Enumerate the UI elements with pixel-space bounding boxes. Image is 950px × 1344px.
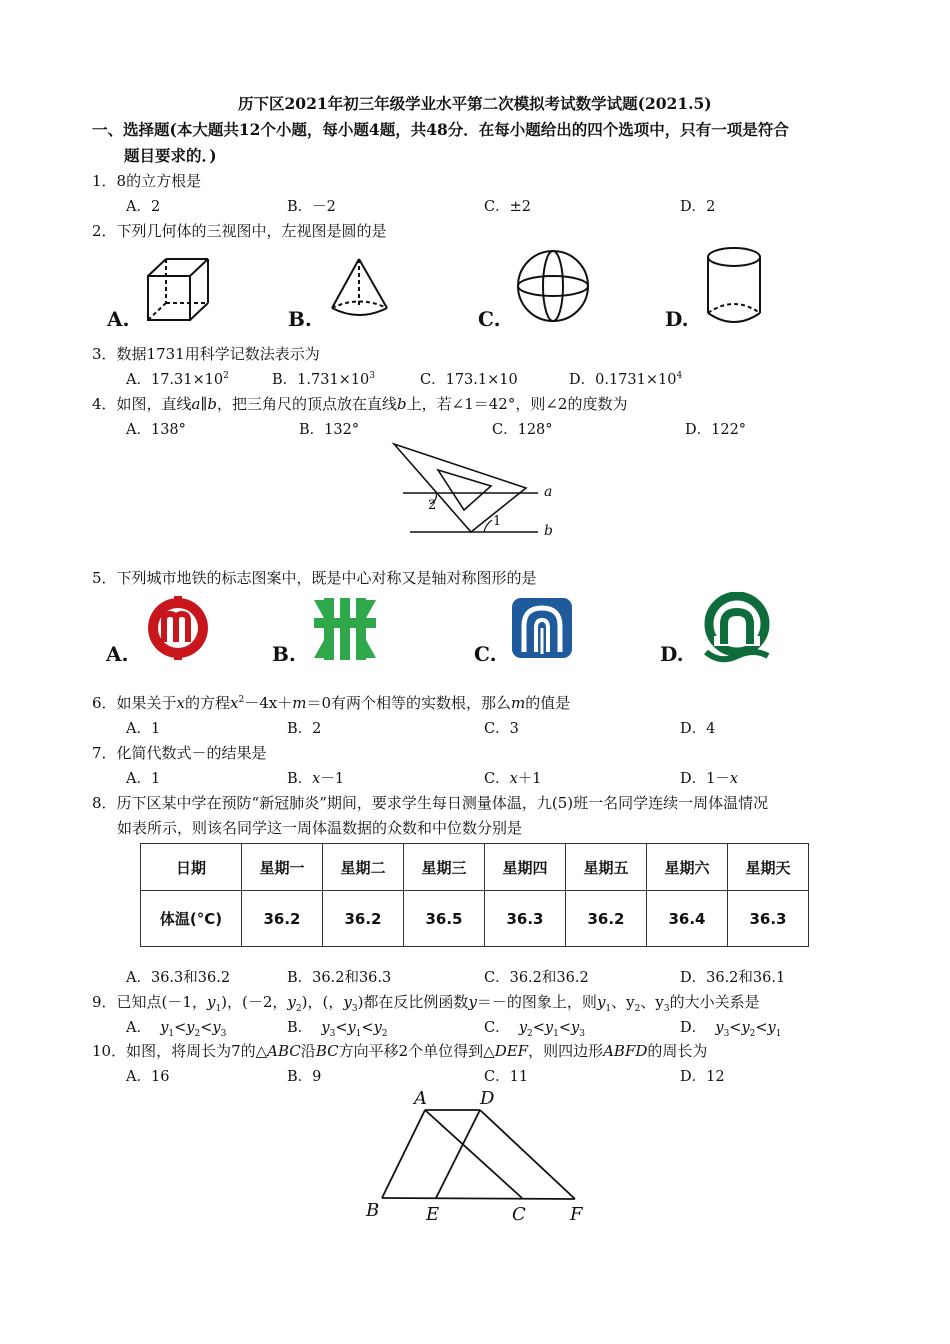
angle-1-label: 1 (493, 514, 502, 529)
cone-figure (332, 259, 387, 315)
table-header-date: 日期 (141, 844, 242, 891)
angle-2-label: 2 (428, 498, 437, 513)
question-9-stem: 9．已知点(－1，$y_1$)，(－2，$y_2$)，(，$y_3$)都在反比例函数y＝－的图象上，则$y_1$、$y_2$、$y_3$的大小关系是 (92, 993, 760, 1014)
q8-option-c: C．36.2和36.2 (484, 970, 589, 986)
question-1-stem: 1．8的立方根是 (92, 172, 202, 190)
page-title: 历下区2021年初三年级学业水平第二次模拟考试数学试题(2021.5) (238, 94, 712, 113)
question-8-line1: 8．历下区某中学在预防“新冠肺炎”期间，要求学生每日测量体温，九(5)班一名同学连续一周体温情况 (92, 794, 769, 812)
q10-option-d: D．12 (680, 1069, 725, 1085)
table-header-thu: 星期四 (485, 844, 566, 891)
question-7-stem: 7．化简代数式－的结果是 (92, 744, 267, 762)
cylinder-figure (708, 248, 760, 322)
point-c-label: C (512, 1204, 526, 1225)
q3-option-a: A．$17.31\times 10^2$ (126, 371, 229, 388)
table-header-fri: 星期五 (566, 844, 647, 891)
section-heading-line2: 题目要求的．) (124, 146, 217, 165)
q5-label-d: D. (660, 642, 684, 666)
sphere-figure (518, 251, 588, 321)
table-header-tue: 星期二 (323, 844, 404, 891)
table-cell: 36.2 (566, 891, 647, 947)
question-6-stem: 6．如果关于x的方程$x^2-4x+m=0$有两个相等的实数根，那么m的值是 (92, 694, 571, 712)
q3-option-d: D．$0.1731\times 10^4$ (569, 371, 683, 388)
section-heading-line1: 一、选择题(本大题共12个小题，每小题4题，共48分．在每小题给出的四个选项中，只有一项是符合 (92, 120, 789, 139)
q5-label-b: B. (272, 642, 296, 666)
cube-figure (148, 259, 208, 320)
question-2-stem: 2．下列几何体的三视图中，左视图是圆的是 (92, 222, 387, 240)
q9-option-c: C． $y_2<y_1<y_3$ (484, 1020, 585, 1039)
q5-label-a: A. (106, 642, 129, 666)
q2-label-a: A. (107, 307, 130, 331)
q1-option-c: C．±2 (484, 199, 531, 215)
table-header-wed: 星期三 (404, 844, 485, 891)
q10-option-a: A．16 (126, 1069, 170, 1085)
line-a-label: a (544, 484, 553, 500)
table-cell: 36.5 (404, 891, 485, 947)
q5-logos (100, 592, 800, 670)
q9-option-a: A． $y_1<y_2<y_3$ (126, 1020, 227, 1039)
q9-option-b: B． $y_3<y_1<y_2$ (287, 1020, 388, 1039)
q7-option-c: C．x＋1 (484, 771, 542, 787)
q4-option-b: B．132° (299, 422, 360, 438)
q4-figure (388, 440, 568, 545)
table-header-sat: 星期六 (647, 844, 728, 891)
q3-option-c: C．173.1×10 (420, 372, 518, 388)
question-5-stem: 5．下列城市地铁的标志图案中，既是中心对称又是轴对称图形的是 (92, 569, 537, 587)
q1-option-a: A．2 (126, 199, 161, 215)
q7-option-b: B．x－1 (287, 771, 345, 787)
q8-option-d: D．36.2和36.1 (680, 970, 786, 986)
question-3-stem: 3．数据1731用科学记数法表示为 (92, 345, 320, 363)
q9-option-d: D． $y_3<y_2<y_1$ (680, 1020, 782, 1039)
logo-d-icon (706, 596, 768, 659)
q6-option-a: A．1 (126, 721, 161, 737)
table-header-mon: 星期一 (242, 844, 323, 891)
q2-figures (100, 245, 800, 335)
point-e-label: E (426, 1204, 440, 1225)
q1-option-b: B．－2 (287, 199, 336, 215)
question-10-stem: 10．如图，将周长为7的△ABC沿BC方向平移2个单位得到△DEF，则四边形ABFD的周长为 (92, 1042, 708, 1060)
q8-option-b: B．36.2和36.3 (287, 970, 392, 986)
table-header-sun: 星期天 (728, 844, 809, 891)
q2-label-d: D. (665, 307, 689, 331)
logo-c-icon (512, 598, 572, 658)
question-8-line2: 如表所示，则该名同学这一周体温数据的众数和中位数分别是 (117, 819, 523, 837)
point-d-label: D (480, 1088, 495, 1109)
q8-option-a: A．36.3和36.2 (126, 970, 231, 986)
q7-option-a: A．1 (126, 771, 161, 787)
question-4-stem: 4．如图，直线a∥b，把三角尺的顶点放在直线b上，若∠1＝42°，则∠2的度数为 (92, 395, 628, 413)
table-row-label: 体温(°C) (141, 891, 242, 947)
q4-option-d: D．122° (685, 422, 747, 438)
q2-label-c: C. (478, 307, 501, 331)
table-cell: 36.2 (323, 891, 404, 947)
q1-option-d: D．2 (680, 199, 716, 215)
q6-option-b: B．2 (287, 721, 322, 737)
table-cell: 36.3 (728, 891, 809, 947)
q6-option-d: D．4 (680, 721, 716, 737)
table-cell: 36.2 (242, 891, 323, 947)
q2-label-b: B. (288, 307, 312, 331)
q3-option-b: B．$1.731\times 10^3$ (272, 371, 376, 388)
temperature-table (140, 843, 809, 947)
table-cell: 36.3 (485, 891, 566, 947)
table-cell: 36.4 (647, 891, 728, 947)
point-b-label: B (366, 1200, 380, 1221)
q4-option-a: A．138° (126, 422, 186, 438)
point-a-label: A (414, 1088, 427, 1109)
point-f-label: F (570, 1204, 583, 1225)
q10-figure (360, 1088, 600, 1233)
q7-option-d: D．1－x (680, 771, 739, 787)
q10-option-b: B．9 (287, 1069, 322, 1085)
logo-b-icon (314, 598, 376, 660)
q5-label-c: C. (474, 642, 497, 666)
q6-option-c: C．3 (484, 721, 519, 737)
q10-option-c: C．11 (484, 1069, 529, 1085)
q4-option-c: C．128° (492, 422, 553, 438)
line-b-label: b (544, 523, 553, 539)
logo-a-icon (148, 596, 208, 660)
